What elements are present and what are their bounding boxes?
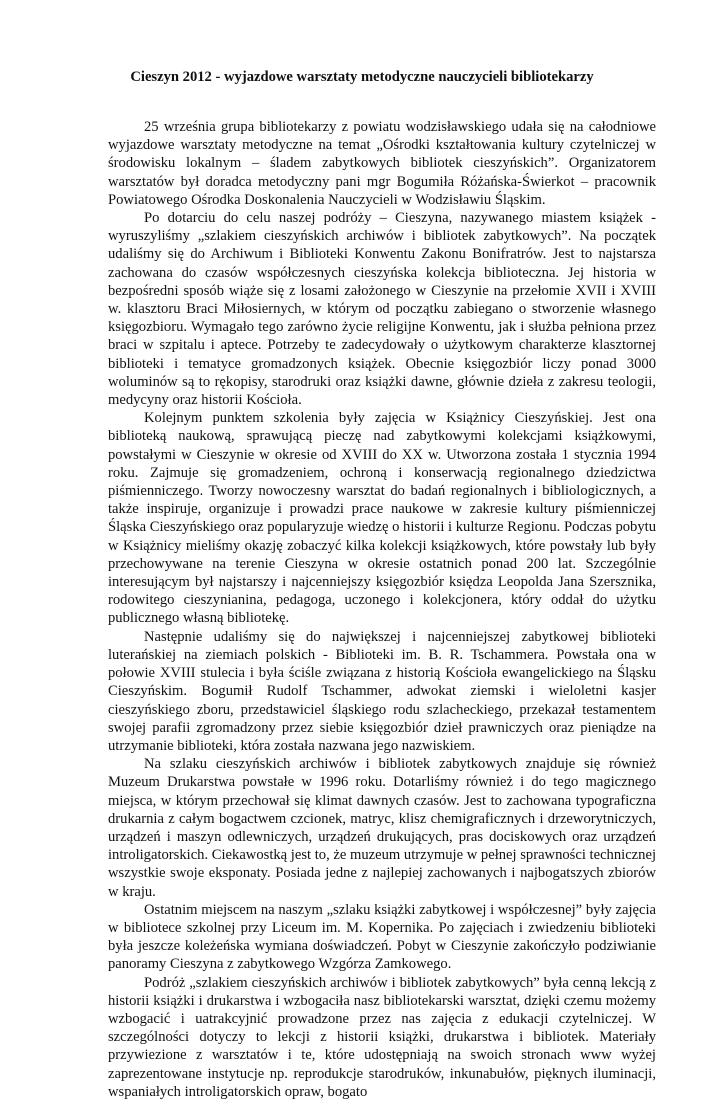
document-body <box>108 118 656 1101</box>
document-title: Cieszyn 2012 - wyjazdowe warsztaty metodyczne nauczycieli bibliotekarzy <box>130 69 594 85</box>
paragraph-bonifratrzy: Po dotarciu do celu naszej podróży – Cieszyna, nazywanego miastem książek - wyruszyliśmy „szlakiem cieszyńskich archiwów i bibliotek zabytkowych”. Na początek udaliśmy się do Archiwum i Biblioteki Konwentu Zakonu Bonifratrów. Jest to najstarsza zachowana do czasów współczesnych cieszyńska kolekcja biblioteczna. Jej historia w bezpośredni sposób wiąże się z losami założonego w Cieszynie na przełomie XVII i XVIII w. klasztoru Braci Miłosiernych, w którym od początku zabiegano o stworzenie własnego księgozbioru. Wymagało tego zarówno życie religijne Konwentu, jak i służba pełniona przez braci w szpitalu i aptece. Potrzeby te zadecydowały o użytkowym charakterze klasztornej biblioteki i tematyce gromadzonych książek. Obecnie księgozbiór liczy ponad 3000 woluminów są to rękopisy, starodruki oraz książki dawne, głównie dzieła z zakresu teologii, medycyny oraz historii Kościoła. <box>108 210 656 409</box>
paragraph-summary: Podróż „szlakiem cieszyńskich archiwów i bibliotek zabytkowych” była cenną lekcją z historii książki i drukarstwa i wzbogaciła nasz bibliotekarski warsztat, dzięki czemu możemy wzbogacić i uatrakcyjnić prowadzone przez nas zajęcia z edukacji czytelniczej. W szczególności dotyczy to lekcji z historii książki, drukarstwa i bibliotek. Materiały przywiezione z warsztatów i te, które udostępniają na swoich stronach www wyżej zaprezentowane instytucje np. reprodukcje starodruków, inkunabułów, pięknych iluminacji, wspaniałych introligatorskich opraw, bogato <box>108 974 656 1100</box>
paragraph-intro: 25 września grupa bibliotekarzy z powiatu wodzisławskiego udała się na całodniowe wyjazdowe warsztaty metodyczne na temat „Ośrodki kształtowania kultury czytelniczej w środowisku lokalnym – śladem zabytkowych bibliotek cieszyńskich”. Organizatorem warsztatów był doradca metodyczny pani mgr Bogumiła Różańska-Świerkot – pracownik Powiatowego Ośrodka Doskonalenia Nauczycieli w Wodzisławiu Śląskim. <box>108 119 656 208</box>
paragraph-tschammer: Następnie udaliśmy się do największej i najcenniejszej zabytkowej biblioteki luterańskiej na ziemiach polskich - Biblioteki im. B. R. Tschammera. Powstała ona w połowie XVIII stulecia i była ściśle związana z historią Kościoła ewangelickiego na Śląsku Cieszyńskim. Bogumił Rudolf Tschammer, adwokat ziemski i wieloletni kasjer cieszyńskiego zboru, przedstawiciel śląskiego rodu szlacheckiego, przekazał testamentem swojej parafii zgromadzony przez siebie księgozbiór dzieł prawniczych oraz pieniądze na utrzymanie biblioteki, która została nazwana jego nazwiskiem. <box>108 628 656 754</box>
paragraph-liceum: Ostatnim miejscem na naszym „szlaku książki zabytkowej i współczesnej” były zajęcia w bibliotece szkolnej przy Liceum im. M. Kopernika. Po zajęciach i zwiedzeniu biblioteki była jeszcze koleżeńska wymiana doświadczeń. Pobyt w Cieszynie zakończyło podziwianie panoramy Cieszyna z zabytkowego Wzgórza Zamkowego. <box>108 901 656 973</box>
paragraph-ksiaznica: Kolejnym punktem szkolenia były zajęcia w Książnicy Cieszyńskiej. Jest ona biblioteką naukową, sprawującą pieczę nad zabytkowymi kolekcjami książkowymi, powstałymi w Cieszynie w okresie od XVIII do XX w. Utworzona została 1 stycznia 1994 roku. Zajmuje się gromadzeniem, ochroną i konserwacją regionalnego dziedzictwa piśmienniczego. Tworzy nowoczesny warsztat do badań regionalnych i bibliologicznych, a także inspiruje, organizuje i prowadzi prace naukowe w zakresie kultury piśmienniczej Śląska Cieszyńskiego oraz popularyzuje wiedzę o historii i kulturze Regionu. Podczas pobytu w Książnicy mieliśmy okazję zobaczyć kilka kolekcji książkowych, które powstały lub były przechowywane na terenie Cieszyna w okresie ostatnich ponad 200 lat. Szczególnie interesującym był najstarszy i najcenniejszy księgozbiór księdza Leopolda Jana Szersznika, rodowitego cieszynianina, pedagoga, uczonego i kolekcjonera, który oddał do użytku publicznego własną bibliotekę. <box>108 410 656 627</box>
paragraph-muzeum-drukarstwa: Na szlaku cieszyńskich archiwów i bibliotek zabytkowych znajduje się również Muzeum Drukarstwa powstałe w 1996 roku. Dotarliśmy również i do tego magicznego miejsca, w którym przechował się klimat dawnych czasów. Jest to zachowana typograficzna drukarnia z całym bogactwem czcionek, matryc, klisz chemigraficznych i drzeworytniczych, urządzeń i maszyn odlewniczych, urządzeń drukujących, pras dociskowych oraz urządzeń introligatorskich. Ciekawostką jest to, że muzeum utrzymuje w pełnej sprawności technicznej wszystkie swoje eksponaty. Posiada jedne z najlepiej zachowanych i najbogatszych zbiorów w kraju. <box>108 756 656 900</box>
